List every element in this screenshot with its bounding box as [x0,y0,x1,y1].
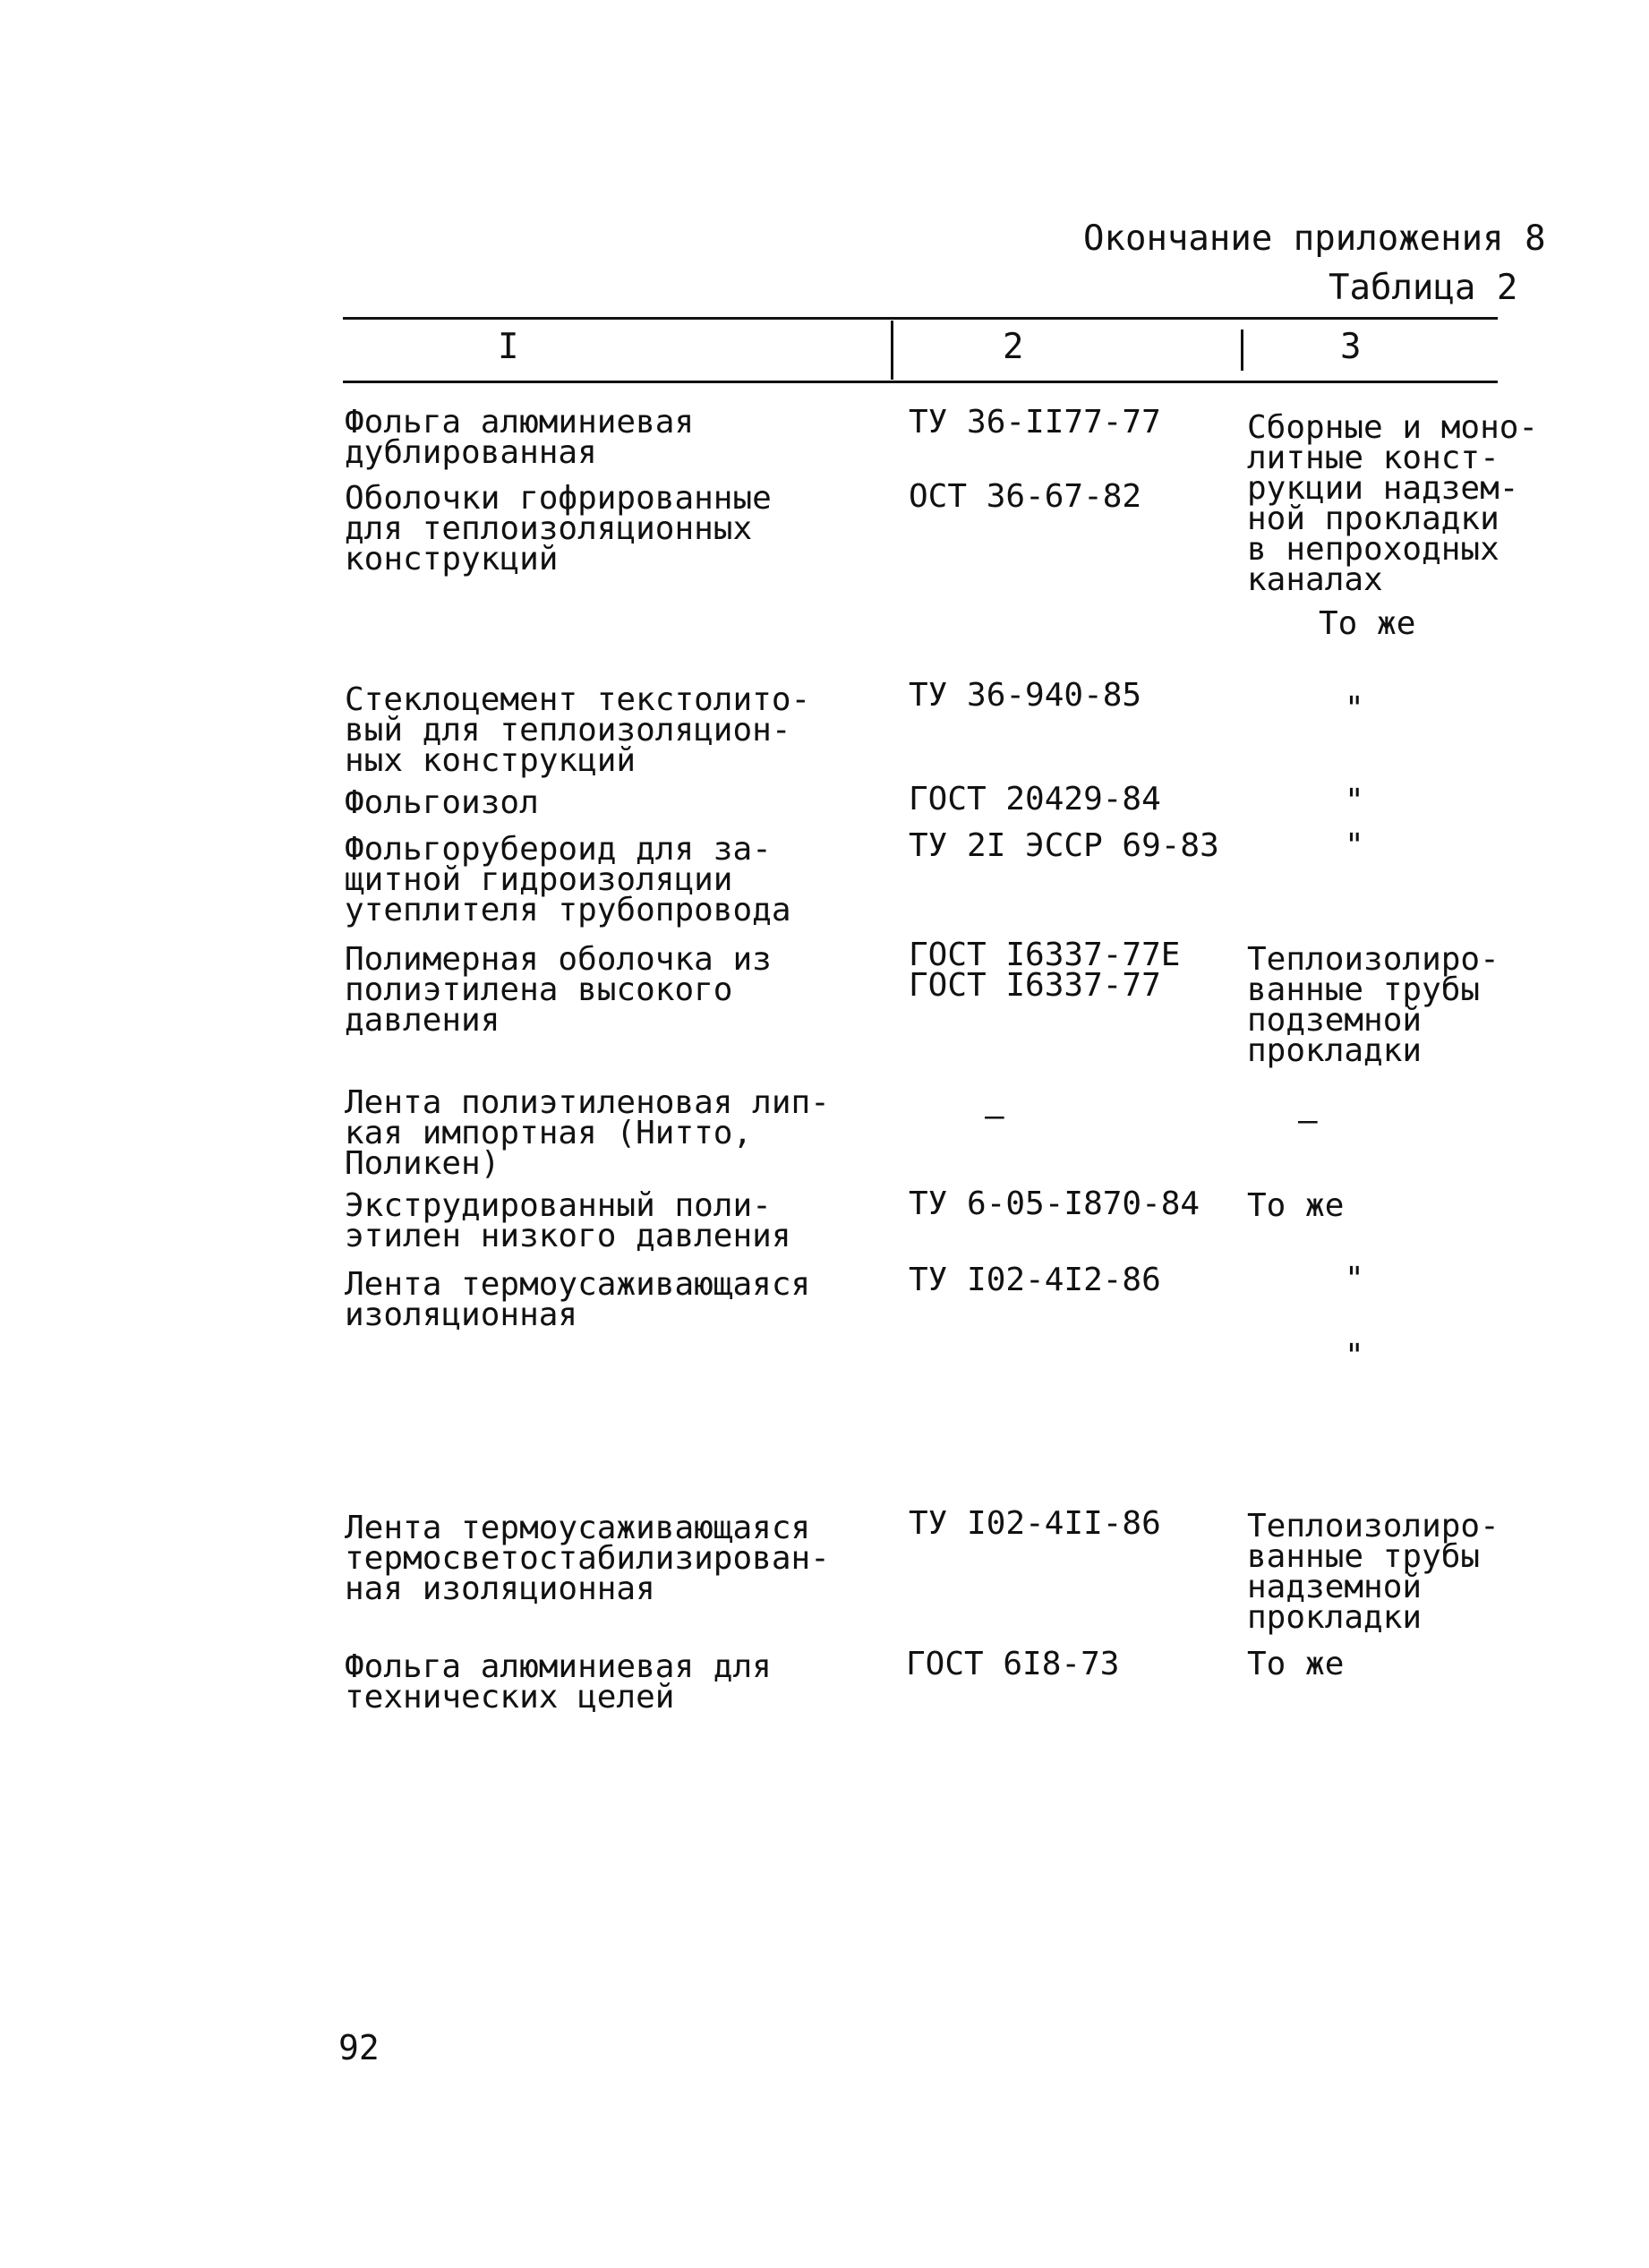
row-7-material: Лента полиэтиленовая лип- кая импортная (Нитто, Поликен) [345,1084,830,1182]
column-header-1: I [498,327,519,367]
row-12-material: Фольга алюминиевая для технических целей [345,1648,772,1716]
row-4-material: Фольгоизол [345,784,539,821]
row-8-standard: ТУ 6-05-I870-84 [909,1185,1200,1222]
row-11-material: Лента термоусаживающаяся термосветостабилизирован- ная изоляционная [345,1510,830,1607]
row-12-application: То же [1247,1646,1345,1682]
column-divider-2 [1241,330,1243,371]
row-1-application: Сборные и моно- литные конст- рукции надзем- ной прокладки в непроходных каналах [1247,409,1539,598]
row-5-application: " [1345,827,1364,864]
row-12-standard: ГОСТ 6I8-73 [906,1646,1120,1682]
row-3-application: " [1345,690,1364,727]
row-3-standard: ТУ 36-940-85 [909,677,1142,714]
row-4-standard: ГОСТ 20429-84 [909,781,1161,817]
row-1-standard: ТУ 36-II77-77 [909,404,1161,441]
row-2-application: То же [1319,605,1416,642]
row-6-application: Теплоизолиро- ванные трубы подземной прокладки [1247,941,1499,1069]
row-11-standard: ТУ I02-4II-86 [909,1505,1161,1542]
row-2-material: Оболочки гофрированные для теплоизоляционных конструкций [345,480,772,578]
row-9-standard: ТУ I02-4I2-86 [909,1262,1161,1298]
table-top-rule [343,317,1498,320]
appendix-title: Окончание приложения 8 [1083,218,1546,259]
table-header-bottom-rule [343,381,1498,383]
row-9-material: Лента термоусаживающаяся изоляционная [345,1266,811,1333]
row-8-application: То же [1247,1187,1345,1224]
row-7-application: – [1298,1102,1318,1139]
row-4-application: " [1345,783,1364,819]
row-3-material: Стеклоцемент текстолито- вый для теплоизоляцион- ных конструкций [345,681,811,779]
column-header-3: 3 [1340,327,1362,367]
row-11-application: Теплоизолиро- ванные трубы надземной прокладки [1247,1508,1499,1636]
row-8-material: Экструдированный поли- этилен низкого давления [345,1187,791,1254]
row-1-material: Фольга алюминиевая дублированная [345,404,695,471]
page-number: 92 [338,2028,380,2067]
table-title: Таблица 2 [1329,268,1518,308]
column-header-2: 2 [1003,327,1024,367]
row-5-standard: ТУ 2I ЭССР 69-83 [909,827,1219,864]
column-divider-1 [891,321,893,380]
row-10-application: " [1345,1338,1364,1374]
row-9-application: " [1345,1261,1364,1297]
row-6-material: Полимерная оболочка из полиэтилена высокого давления [345,941,772,1039]
row-5-material: Фольгорубероид для за- щитной гидроизоляции утеплителя трубопровода [345,831,791,929]
row-7-standard: – [985,1098,1004,1134]
row-6-standard: ГОСТ I6337-77Е ГОСТ I6337-77 [909,937,1181,1004]
row-2-standard: ОСТ 36-67-82 [909,478,1142,515]
